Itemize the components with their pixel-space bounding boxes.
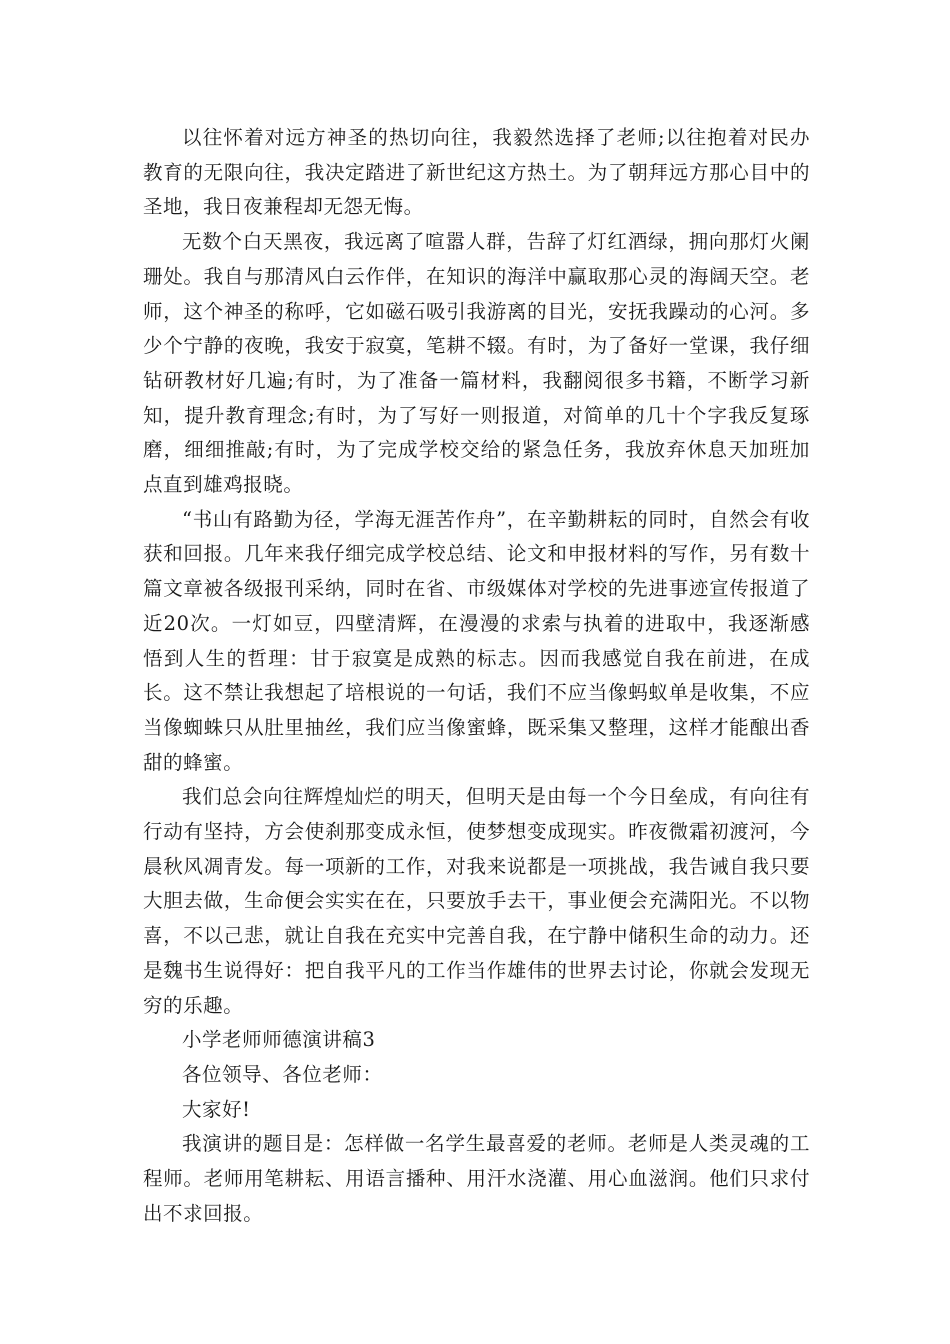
paragraph-3: “书山有路勤为径，学海无涯苦作舟”，在辛勤耕耘的同时，自然会有收获和回报。几年来我仔细完成学校总结、论文和申报材料的写作，另有数十篇文章被各级报刊采纳，同时在省、市级媒体对学校的先进事迹宣传报道了近20次。一灯如豆，四壁清辉，在漫漫的求索与执着的进取中，我逐渐感悟到人生的哲理：甘于寂寞是成熟的标志。因而我感觉自我在前进，在成长。这不禁让我想起了培根说的一句话，我们不应当像蚂蚁单是收集，不应当像蜘蛛只从肚里抽丝，我们应当像蜜蜂，既采集又整理，这样才能酿出香甜的蜂蜜。	[143, 507, 810, 774]
paragraph-1: 以往怀着对远方神圣的热切向往，我毅然选择了老师;以往抱着对民办教育的无限向往，我决定踏进了新世纪这方热土。为了朝拜远方那心目中的圣地，我日夜兼程却无怨无悔。	[143, 126, 810, 219]
paragraph-2: 无数个白天黑夜，我远离了喧嚣人群，告辞了灯红酒绿，拥向那灯火阑珊处。我自与那清风白云作伴，在知识的海洋中赢取那心灵的海阔天空。老师，这个神圣的称呼，它如磁石吸引我游离的目光，安抚我躁动的心河。多少个宁静的夜晚，我安于寂寞，笔耕不辍。有时，为了备好一堂课，我仔细钻研教材好几遍;有时，为了准备一篇材料，我翻阅很多书籍，不断学习新知，提升教育理念;有时，为了写好一则报道，对简单的几十个字我反复琢磨，细细推敲;有时，为了完成学校交给的紧急任务，我放弃休息天加班加点直到雄鸡报晓。	[143, 230, 810, 497]
document-body	[143, 121, 810, 1232]
paragraph-5: 我演讲的题目是：怎样做一名学生最喜爱的老师。老师是人类灵魂的工程师。老师用笔耕耘、用语言播种、用汗水浇灌、用心血滋润。他们只求付出不求回报。	[143, 1132, 810, 1225]
greeting: 大家好!	[182, 1097, 251, 1121]
paragraph-4: 我们总会向往辉煌灿烂的明天，但明天是由每一个今日垒成，有向往有行动有坚持，方会使刹那变成永恒，使梦想变成现实。昨夜微霜初渡河，今晨秋风凋青发。每一项新的工作，对我来说都是一项挑战，我告诫自我只要大胆去做，生命便会实实在在，只要放手去干，事业便会充满阳光。不以物喜，不以己悲，就让自我在充实中完善自我，在宁静中储积生命的动力。还是魏书生说得好：把自我平凡的工作当作雄伟的世界去讨论，你就会发现无穷的乐趣。	[143, 785, 810, 1017]
section-title: 小学老师师德演讲稿3	[182, 1028, 376, 1052]
salutation: 各位领导、各位老师：	[182, 1062, 383, 1086]
